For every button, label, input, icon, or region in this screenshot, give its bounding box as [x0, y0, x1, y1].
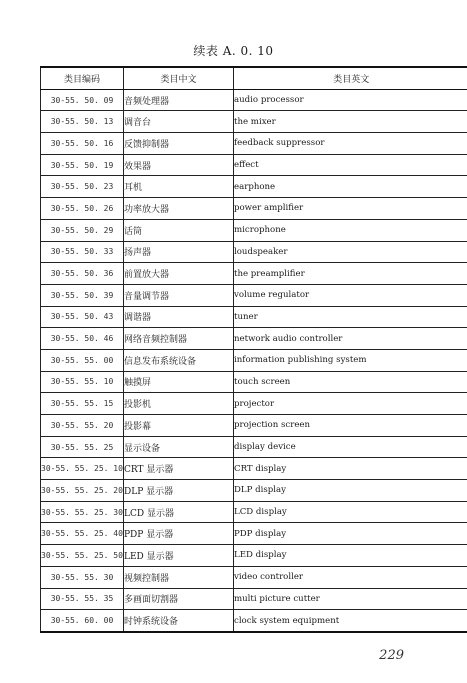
cell-english: video controller — [234, 566, 467, 588]
cell-english: LED display — [234, 545, 467, 567]
cell-english: power amplifier — [234, 198, 467, 220]
table-row — [41, 436, 467, 458]
cell-chinese: 效果器 — [124, 154, 234, 176]
cell-english: feedback suppressor — [234, 133, 467, 155]
cell-english: the mixer — [234, 111, 467, 133]
cell-english: tuner — [234, 306, 467, 328]
cell-english: DLP display — [234, 480, 467, 502]
cell-code: 30-55. 50. 36 — [41, 263, 124, 285]
cell-code: 30-55. 55. 25 — [41, 436, 124, 458]
table-row — [41, 198, 467, 220]
cell-chinese: 话筒 — [124, 219, 234, 241]
header-english: 类目英文 — [234, 67, 467, 89]
cell-code: 30-55. 55. 00 — [41, 349, 124, 371]
table-row — [41, 219, 467, 241]
cell-english: touch screen — [234, 371, 467, 393]
cell-chinese: 调音台 — [124, 111, 234, 133]
cell-code: 30-55. 50. 13 — [41, 111, 124, 133]
cell-chinese: 投影幕 — [124, 415, 234, 437]
table-row — [41, 133, 467, 155]
cell-english: projector — [234, 393, 467, 415]
cell-english: clock system equipment — [234, 610, 467, 632]
table-row — [41, 111, 467, 133]
cell-chinese: CRT 显示器 — [124, 458, 234, 480]
table-row — [41, 89, 467, 111]
cell-code: 30-55. 50. 33 — [41, 241, 124, 263]
table-row — [41, 154, 467, 176]
cell-code: 30-55. 55. 35 — [41, 588, 124, 610]
table-row — [41, 306, 467, 328]
category-table — [40, 66, 467, 633]
cell-code: 30-55. 50. 39 — [41, 284, 124, 306]
table-row — [41, 458, 467, 480]
cell-chinese: DLP 显示器 — [124, 480, 234, 502]
cell-chinese: 音量调节器 — [124, 284, 234, 306]
cell-chinese: 时钟系统设备 — [124, 610, 234, 632]
cell-english: microphone — [234, 219, 467, 241]
cell-code: 30-55. 50. 19 — [41, 154, 124, 176]
cell-chinese: 网络音频控制器 — [124, 328, 234, 350]
cell-code: 30-55. 50. 09 — [41, 89, 124, 111]
table-row — [41, 241, 467, 263]
table-body — [41, 89, 467, 632]
cell-chinese: 信息发布系统设备 — [124, 349, 234, 371]
table-row — [41, 349, 467, 371]
table-row — [41, 176, 467, 198]
cell-chinese: 调谐器 — [124, 306, 234, 328]
cell-english: effect — [234, 154, 467, 176]
cell-chinese: 触摸屏 — [124, 371, 234, 393]
cell-code: 30-55. 55. 25. 50 — [41, 545, 124, 567]
cell-code: 30-55. 50. 16 — [41, 133, 124, 155]
cell-english: multi picture cutter — [234, 588, 467, 610]
cell-code: 30-55. 55. 15 — [41, 393, 124, 415]
cell-chinese: 前置放大器 — [124, 263, 234, 285]
cell-chinese: PDP 显示器 — [124, 523, 234, 545]
cell-chinese: 扬声器 — [124, 241, 234, 263]
cell-chinese: 视频控制器 — [124, 566, 234, 588]
table-row — [41, 523, 467, 545]
cell-code: 30-55. 55. 25. 40 — [41, 523, 124, 545]
cell-code: 30-55. 55. 25. 10 — [41, 458, 124, 480]
cell-code: 30-55. 55. 20 — [41, 415, 124, 437]
cell-chinese: 多画面切割器 — [124, 588, 234, 610]
table-header-row — [41, 67, 467, 89]
cell-english: loudspeaker — [234, 241, 467, 263]
table-row — [41, 610, 467, 632]
cell-english: information publishing system — [234, 349, 467, 371]
cell-chinese: LED 显示器 — [124, 545, 234, 567]
table-row — [41, 588, 467, 610]
cell-chinese: 反馈抑制器 — [124, 133, 234, 155]
cell-chinese: 耳机 — [124, 176, 234, 198]
table-row — [41, 545, 467, 567]
header-code: 类目编码 — [41, 67, 124, 89]
table-row — [41, 284, 467, 306]
cell-code: 30-55. 55. 25. 20 — [41, 480, 124, 502]
cell-code: 30-55. 55. 10 — [41, 371, 124, 393]
table-row — [41, 501, 467, 523]
cell-code: 30-55. 50. 26 — [41, 198, 124, 220]
cell-code: 30-55. 50. 29 — [41, 219, 124, 241]
cell-english: display device — [234, 436, 467, 458]
cell-chinese: LCD 显示器 — [124, 501, 234, 523]
cell-code: 30-55. 50. 43 — [41, 306, 124, 328]
header-chinese: 类目中文 — [124, 67, 234, 89]
cell-english: PDP display — [234, 523, 467, 545]
cell-code: 30-55. 55. 25. 30 — [41, 501, 124, 523]
cell-chinese: 显示设备 — [124, 436, 234, 458]
table-row — [41, 328, 467, 350]
table-row — [41, 480, 467, 502]
cell-english: the preamplifier — [234, 263, 467, 285]
cell-english: LCD display — [234, 501, 467, 523]
cell-code: 30-55. 60. 00 — [41, 610, 124, 632]
table-row — [41, 566, 467, 588]
table-caption: 续表 A. 0. 10 — [193, 44, 274, 58]
cell-code: 30-55. 50. 23 — [41, 176, 124, 198]
cell-english: audio processor — [234, 89, 467, 111]
cell-chinese: 音频处理器 — [124, 89, 234, 111]
cell-english: CRT display — [234, 458, 467, 480]
cell-english: projection screen — [234, 415, 467, 437]
cell-code: 30-55. 55. 30 — [41, 566, 124, 588]
cell-english: network audio controller — [234, 328, 467, 350]
cell-english: volume regulator — [234, 284, 467, 306]
cell-chinese: 投影机 — [124, 393, 234, 415]
cell-code: 30-55. 50. 46 — [41, 328, 124, 350]
page-number: 229 — [379, 648, 404, 663]
table-row — [41, 415, 467, 437]
table-row — [41, 393, 467, 415]
table-row — [41, 263, 467, 285]
table-row — [41, 371, 467, 393]
cell-chinese: 功率放大器 — [124, 198, 234, 220]
cell-english: earphone — [234, 176, 467, 198]
